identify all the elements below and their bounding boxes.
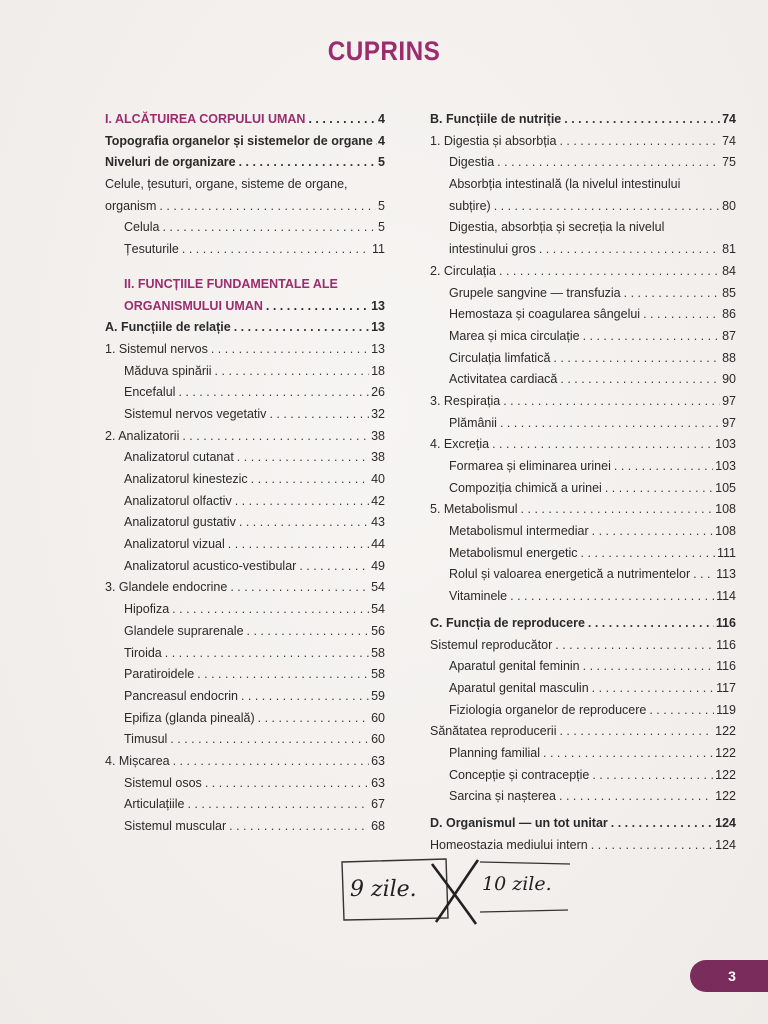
toc-entry[interactable] [430,369,736,391]
toc-entry-page: 97 [722,415,736,430]
toc-entry[interactable] [105,317,385,339]
toc-entry-label: Sistemul nervos vegetativ [124,406,267,421]
dot-leader [499,261,720,283]
toc-entry-page: 13 [371,341,385,356]
toc-entry-page: 88 [722,350,736,365]
toc-entry-label: 2. Circulația [430,263,496,278]
toc-entry-page: 5 [378,155,385,170]
toc-entry-page: 103 [715,437,736,452]
toc-entry[interactable] [105,469,385,491]
dot-leader [187,794,369,816]
toc-entry-label: Analizatorul kinestezic [124,472,248,486]
dot-leader [521,499,714,521]
toc-entry-label: Articulațiile [124,797,185,812]
toc-entry[interactable] [105,729,385,751]
dot-leader [494,196,720,218]
toc-entry-label: Rolul și valoarea energetică a nutrimentelor [449,567,691,582]
toc-entry[interactable] [430,700,736,722]
toc-entry-label: Fiziologia organelor de reproducere [449,702,647,717]
toc-entry-label: Glandele suprarenale [124,623,244,638]
toc-entry-label: Analizatorul acustico-vestibular [124,558,297,573]
toc-entry-label: Pancreasul endocrin [124,688,238,703]
toc-entry-page: 58 [371,667,385,682]
toc-entry-label: ORGANISMULUI UMAN [124,298,263,313]
toc-entry-label: Planning familial [449,745,541,760]
toc-entry[interactable] [105,131,385,153]
toc-entry-label: Sistemul reproducător [430,637,553,652]
toc-entry[interactable] [105,751,385,773]
toc-entry-page: 116 [716,659,736,674]
page-number-tab [690,960,768,992]
toc-entry-page: 38 [371,450,385,465]
toc-entry-label: Digestia [449,155,495,170]
toc-entry[interactable] [105,816,385,838]
dot-leader [299,556,369,578]
dot-leader [693,564,714,586]
toc-entry-page: 90 [722,372,736,387]
dot-leader [611,813,713,835]
toc-entry-page: 117 [716,680,736,695]
toc-entry[interactable] [105,686,385,708]
toc-entry-label: 1. Sistemul nervos [105,341,208,356]
toc-entry-page: 40 [371,472,385,486]
toc-entry-page: 113 [716,567,736,582]
toc-entry-label: Digestia, absorbția și secreția la nivelul [449,220,665,235]
toc-entry[interactable] [430,326,736,348]
dot-leader [581,543,715,565]
dot-leader [239,152,376,174]
dot-leader [269,404,369,426]
dot-leader [308,109,376,131]
toc-entry[interactable] [105,239,385,261]
toc-entry[interactable] [430,813,736,835]
dot-leader [172,599,369,621]
toc-entry-label: Absorbția intestinală (la nivelul intestinului [449,177,681,192]
dot-leader [228,534,369,556]
dot-leader [178,382,369,404]
toc-entry-label: 4. Excreția [430,437,490,452]
toc-entry[interactable] [105,773,385,795]
toc-entry-page: 80 [722,198,736,213]
toc-entry-label: Țesuturile [124,242,179,257]
toc-entry-label: Aparatul genital masculin [449,680,589,695]
toc-entry-page: 122 [715,789,736,804]
dot-leader [555,635,714,657]
toc-entry-label: Topografia organelor și sistemelor de organe [105,133,373,148]
toc-entry[interactable] [105,361,385,383]
spacer [105,261,385,274]
toc-entry[interactable] [105,109,385,131]
toc-entry-label: Celula [124,220,160,235]
dot-leader [592,765,713,787]
toc-entry-page: 84 [722,263,736,278]
toc-entry[interactable] [105,491,385,513]
toc-entry-label: Circulația limfatică [449,350,551,365]
dot-leader [497,152,720,174]
dot-leader [258,708,369,730]
toc-left-column [105,109,385,838]
toc-entry-page: 5 [378,198,385,213]
toc-entry-label: Hipofiza [124,602,170,617]
toc-entry[interactable] [105,174,385,196]
toc-entry-page: 67 [371,797,385,812]
toc-entry-label: Marea și mica circulație [449,328,580,343]
toc-entry-page: 13 [371,298,385,313]
toc-entry-label: Celule, țesuturi, organe, sisteme de organe, [105,177,348,192]
toc-entry-page: 42 [371,493,385,508]
toc-entry[interactable] [105,643,385,665]
toc-entry[interactable] [105,664,385,686]
toc-entry[interactable] [430,678,736,700]
toc-entry-page: 116 [715,615,736,630]
toc-entry[interactable] [430,109,736,131]
toc-entry[interactable] [105,794,385,816]
toc-entry[interactable] [430,152,736,174]
handwritten-note [334,850,574,930]
dot-leader [239,512,369,534]
toc-entry[interactable] [430,261,736,283]
dot-leader [583,656,714,678]
dot-leader [230,577,369,599]
toc-entry-label: Sarcina și nașterea [449,789,557,804]
toc-entry[interactable] [430,656,736,678]
toc-entry-page: 13 [371,320,385,335]
dot-leader [241,686,369,708]
dot-leader [165,643,369,665]
dot-leader [215,361,370,383]
dot-leader [539,239,720,261]
dot-leader [162,217,376,239]
toc-entry-page: 74 [722,133,736,148]
toc-entry[interactable] [430,304,736,326]
toc-entry-label: Encefalul [124,385,176,400]
toc-entry-label: intestinului gros [449,242,536,257]
toc-entry-label: Metabolismul intermediar [449,524,589,539]
toc-entry-page: 74 [722,112,736,126]
dot-leader [588,613,714,635]
dot-leader [173,751,369,773]
handwriting-right: 10 zile. [482,873,552,895]
toc-entry-page: 108 [715,502,736,517]
toc-entry[interactable] [430,434,736,456]
toc-entry-label: Formarea și eliminarea urinei [449,459,611,473]
toc-entry-page: 58 [371,645,385,660]
toc-entry[interactable] [430,586,736,608]
toc-entry-label: 3. Respirația [430,393,501,408]
toc-entry-label: Compoziția chimică a urinei [449,480,602,495]
handwriting-left: 9 zile. [350,877,417,902]
toc-entry-page: 75 [722,155,736,170]
toc-entry-page: 60 [371,732,385,747]
toc-entry-page: 63 [371,775,385,790]
toc-entry[interactable] [105,599,385,621]
toc-entry-label: Paratiroidele [124,667,195,682]
toc-entry[interactable] [105,512,385,534]
toc-entry-label: Măduva spinării [124,363,212,378]
dot-leader [229,816,369,838]
toc-entry[interactable] [430,786,736,808]
toc-entry-page: 63 [371,753,385,768]
toc-entry-page: 4 [378,133,385,148]
toc-entry[interactable] [430,499,736,521]
dot-leader [559,786,713,808]
toc-entry-label: Aparatul genital feminin [449,659,580,674]
dot-leader [553,348,720,370]
toc-entry-page: 32 [371,406,385,421]
toc-entry-page: 122 [715,745,736,760]
toc-entry-label: Homeostazia mediului intern [430,837,588,852]
toc-entry-label: Activitatea cardiacă [449,372,558,387]
dot-leader [583,326,721,348]
toc-entry[interactable] [430,283,736,305]
dot-leader [624,283,720,305]
toc-entry-label: Analizatorul cutanat [124,450,234,465]
toc-entry-label: A. Funcțiile de relație [105,320,231,335]
toc-entry-page: 116 [716,637,736,652]
toc-entry-page: 85 [722,285,736,300]
dot-leader [159,196,376,218]
toc-entry-page: 124 [715,816,736,830]
toc-entry-page: 122 [715,724,736,739]
toc-entry-label: Epifiza (glanda pineală) [124,710,255,725]
toc-entry-page: 26 [371,385,385,400]
toc-entry-page: 59 [371,688,385,703]
toc-entry[interactable] [430,478,736,500]
dot-leader [211,339,369,361]
dot-leader [247,621,370,643]
toc-entry[interactable] [105,217,385,239]
dot-leader [559,131,720,153]
toc-entry[interactable] [430,765,736,787]
toc-entry-label: Analizatorul olfactiv [124,493,232,508]
dot-leader [564,109,720,131]
toc-entry-label: 1. Digestia și absorbția [430,133,557,148]
toc-entry[interactable] [430,239,736,261]
toc-entry-page: 54 [371,602,385,617]
toc-entry-page: 56 [371,623,385,638]
toc-entry[interactable] [105,426,385,448]
toc-entry[interactable] [430,391,736,413]
toc-entry[interactable] [105,556,385,578]
toc-entry-page: 105 [715,480,736,495]
dot-leader [197,664,369,686]
dot-leader [492,434,713,456]
toc-entry[interactable] [105,196,385,218]
toc-entry-page: 103 [715,459,736,473]
toc-entry-label: organism [105,198,157,213]
toc-entry-label: 4. Mișcarea [105,753,170,768]
toc-entry[interactable] [105,274,385,296]
toc-entry-label: Hemostaza și coagularea sângelui [449,307,641,322]
toc-entry[interactable] [105,621,385,643]
dot-leader [605,478,713,500]
dot-leader [170,729,369,751]
toc-entry-page: 111 [716,545,736,560]
toc-entry-page: 122 [715,767,736,782]
toc-entry-label: Analizatorul gustativ [124,515,236,530]
toc-entry[interactable] [105,339,385,361]
toc-entry[interactable] [430,635,736,657]
dot-leader [592,521,714,543]
toc-entry-label: II. FUNCȚIILE FUNDAMENTALE ALE [124,276,338,291]
toc-entry[interactable] [430,348,736,370]
page-number: 3 [728,968,736,984]
toc-entry[interactable] [105,534,385,556]
toc-entry-label: Sistemul muscular [124,819,227,833]
toc-entry-label: 5. Metabolismul [430,502,518,517]
toc-entry-page: 44 [371,537,385,552]
dot-leader [503,391,720,413]
dot-leader [643,304,720,326]
toc-entry-page: 11 [372,242,385,257]
toc-entry-label: Metabolismul energetic [449,545,578,560]
toc-entry-label: Concepție și contracepție [449,767,590,782]
toc-entry[interactable] [430,543,736,565]
toc-entry-page: 119 [716,702,736,717]
toc-entry-label: I. ALCĂTUIREA CORPULUI UMAN [105,112,306,126]
toc-entry-label: subțire) [449,198,491,213]
toc-entry[interactable] [430,217,736,239]
toc-entry[interactable] [105,296,385,318]
dot-leader [500,413,720,435]
toc-entry[interactable] [430,564,736,586]
dot-leader [592,678,714,700]
toc-entry-label: Tiroida [124,645,162,660]
toc-entry[interactable] [430,521,736,543]
dot-leader [543,743,713,765]
toc-entry-label: Sistemul osos [124,775,202,790]
toc-entry-label: D. Organismul — un tot unitar [430,816,608,830]
dot-leader [205,773,369,795]
toc-entry-label: Grupele sangvine — transfuzia [449,285,621,300]
dot-leader [559,721,713,743]
toc-entry-label: Vitaminele [449,589,508,604]
toc-entry[interactable] [105,152,385,174]
dot-leader [234,317,369,339]
toc-entry[interactable] [430,131,736,153]
toc-entry-page: 124 [715,837,736,852]
dot-leader [649,700,714,722]
toc-entry[interactable] [430,456,736,478]
toc-entry-label: C. Funcția de reproducere [430,615,585,630]
dot-leader [591,835,713,857]
toc-entry-page: 38 [371,428,385,443]
toc-entry-page: 87 [722,328,736,343]
toc-entry-page: 49 [371,558,385,573]
toc-entry-label: Plămânii [449,415,497,430]
dot-leader [560,369,720,391]
toc-entry[interactable] [430,613,736,635]
dot-leader [266,296,369,318]
toc-entry[interactable] [430,196,736,218]
toc-entry-label: B. Funcțiile de nutriție [430,112,562,126]
toc-entry[interactable] [105,708,385,730]
dot-leader [182,239,370,261]
toc-entry-page: 108 [715,524,736,539]
toc-entry-label: Niveluri de organizare [105,155,236,170]
toc-entry[interactable] [105,447,385,469]
dot-leader [182,426,369,448]
toc-entry-label: Sănătatea reproducerii [430,724,557,739]
toc-entry-page: 54 [371,580,385,595]
toc-entry[interactable] [105,382,385,404]
toc-entry-page: 18 [371,363,385,378]
dot-leader [614,456,713,478]
toc-entry-label: Analizatorul vizual [124,537,225,552]
toc-entry[interactable] [105,577,385,599]
toc-entry[interactable] [430,174,736,196]
toc-entry-page: 97 [722,393,736,408]
toc-entry-label: 3. Glandele endocrine [105,580,228,595]
toc-right-column [430,109,736,856]
toc-entry[interactable] [105,404,385,426]
toc-entry-page: 60 [371,710,385,725]
page-title: CUPRINS [327,36,441,66]
toc-entry-label: Timusul [124,732,168,747]
dot-leader [235,491,369,513]
toc-entry-page: 81 [722,242,736,257]
dot-leader [237,447,369,469]
toc-entry[interactable] [430,721,736,743]
toc-entry-page: 68 [371,819,385,833]
toc-entry[interactable] [430,743,736,765]
toc-entry[interactable] [430,413,736,435]
toc-entry-page: 5 [378,220,385,235]
dot-leader [510,586,714,608]
toc-entry-page: 43 [371,515,385,530]
toc-entry-page: 4 [378,112,385,126]
toc-entry-page: 114 [716,589,736,604]
toc-entry-label: 2. Analizatorii [105,428,180,443]
dot-leader [251,469,369,491]
toc-entry-page: 86 [722,307,736,322]
